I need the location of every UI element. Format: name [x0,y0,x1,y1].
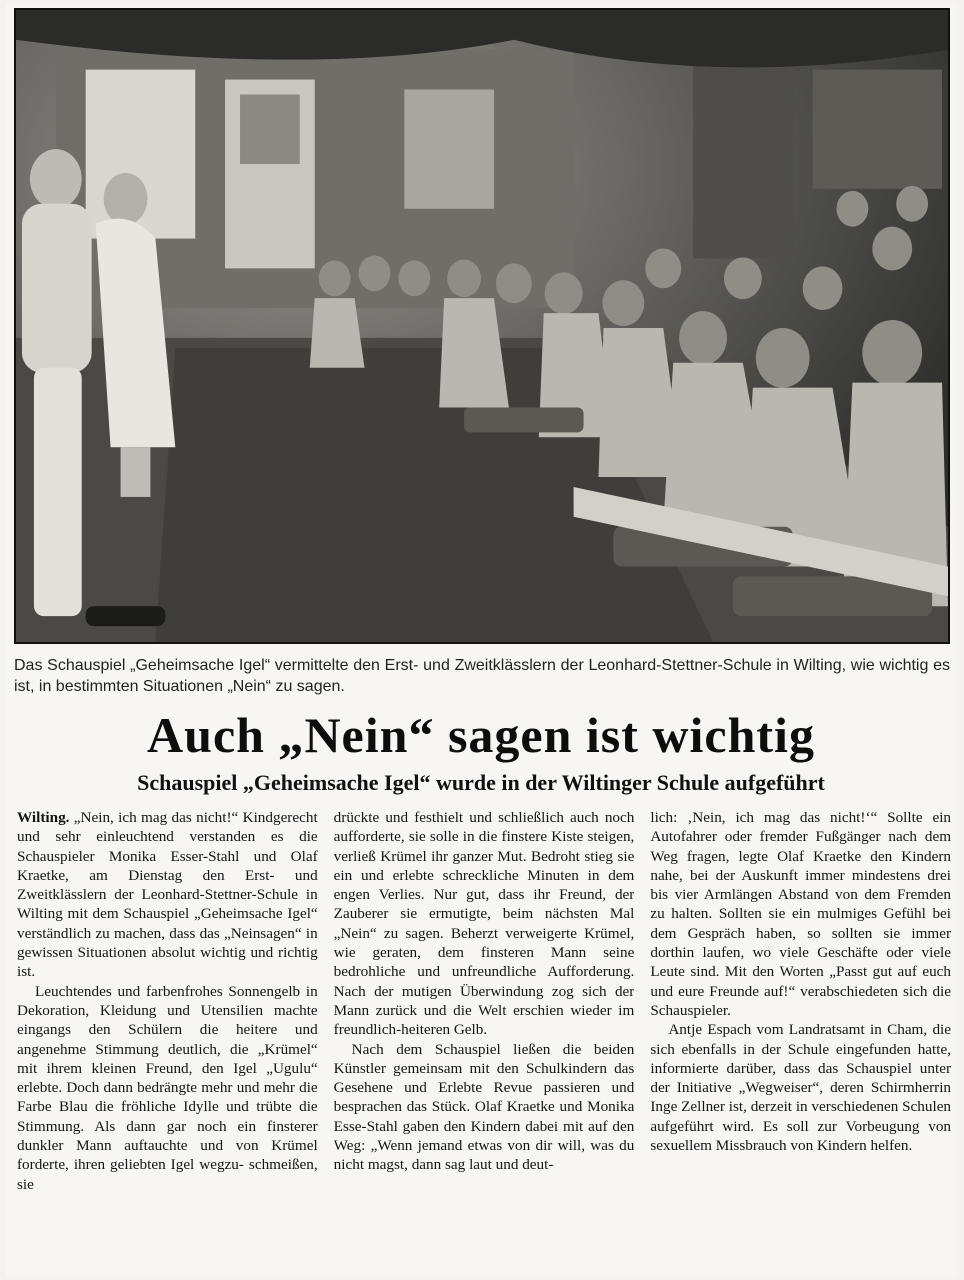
article-column-2 [334,808,635,1274]
photo-caption: Das Schauspiel „Geheimsache Igel“ vermittelte den Erst- und Zweitklässlern der Leonhard-Stettner-Schule in Wilting, wie wichtig es ist, in bestimmten Situationen „Nein“ zu sagen. [14,657,950,695]
article-paragraph: Wilting. „Nein, ich mag das nicht!“ Kindgerecht und sehr einleuchtend verstanden es die Schauspieler Monika Esser-Stahl und Olaf Kraetke, am Dienstag den Erst- und Zweitklässlern der Leonhard-Stettner-Schule in Wilting mit dem Schauspiel „Geheimsache Igel“ verständlich zu machen, dass das „Neinsagen“ in gewissen Situationen absolut wichtig und richtig ist. [17,809,318,981]
article-paragraph: Nach dem Schauspiel ließen die beiden Künstler gemeinsam mit den Schulkindern das Gesehene und Erlebte Revue passieren und besprachen das Stück. Olaf Kraetke und Monika Esse-Stahl gaben den Kindern dabei mit auf den Weg: „Wenn jemand etwas von dir will, was du nicht magst, dann sag laut und deut- [333,1040,635,1174]
article-column-1 [17,808,318,1274]
article-photo [14,8,950,644]
subheadline: Schauspiel „Geheimsache Igel“ wurde in der Wiltinger Schule aufgeführt [137,770,825,795]
dateline: Wilting. [17,809,70,826]
article-paragraph: Leuchtendes und farbenfrohes Sonnengelb in Dekoration, Kleidung und Utensilien machte eingangs den Schülern die heitere und angenehme Stimmung deutlich, die „Krümel“ mit ihrem kleinen Freund, den Igel „Ugulu“ erlebte. Doch dann bedrängte mehr und mehr die Farbe Blau die fröhliche Idylle und trübte die Stimmung. Als dann gar noch ein finsterer dunkler Mann auftauchte und von Krümel forderte, ihren geliebten Igel wegzu- schmeißen, sie [17,982,318,1193]
headline: Auch „Nein“ sagen ist wichtig [147,707,815,763]
article-column-3 [650,808,951,1274]
article-paragraph: drückte und festhielt und schließlich auch noch aufforderte, sie solle in die finstere Kiste steigen, verließ Krümel ihr ganzer Mut. Bedroht stieg sie ein und erlebte schreckliche Minuten in dem engen Verlies. Nur gut, dass ihr Freund, der Zauberer sie ermutigte, beim nächsten Mal „Nein“ zu sagen. Beherzt verweigerte Krümel, wie geraten, dem finsteren Mann seine bedrohliche und unfreundliche Aufforderung. Nach der mutigen Überwindung zog sich der Mann zurück und die Welt erschien wieder im freundlich-heiteren Gelb. [333,809,635,1039]
newspaper-clipping [6,4,956,1276]
article-paragraph: Antje Espach vom Landratsamt in Cham, die sich ebenfalls in der Schule eingefunden hatte, informierte darüber, dass das Schauspiel unter der Initiative „Wegweiser“, deren Schirmherrin Inge Zellner ist, derzeit in verschiedenen Schulen aufgeführt wird. Es soll zur Vorbeugung von sexuellem Missbrauch von Kindern helfen. [650,1021,952,1155]
article-body [17,808,951,1274]
article-paragraph: lich: ‚Nein, ich mag das nicht!‘“ Sollte ein Autofahrer oder fremder Fußgänger nach dem Weg fragen, legte Olaf Kraetke den Kindern nahe, bei der Auskunft immer mindestens drei bis vier Armlängen Abstand von dem Fremden zu halten. Sollten sie ein mulmiges Gefühl bei dem Gespräch haben, so sollten sie immer dorthin laufen, wo viele Geschäfte oder viele Leute sind. Mit den Worten „Passt gut auf euch und eure Freunde auf!“ verabschiedeten sich die Schauspieler. [650,809,952,1019]
school-theater-photo-icon [16,10,948,642]
